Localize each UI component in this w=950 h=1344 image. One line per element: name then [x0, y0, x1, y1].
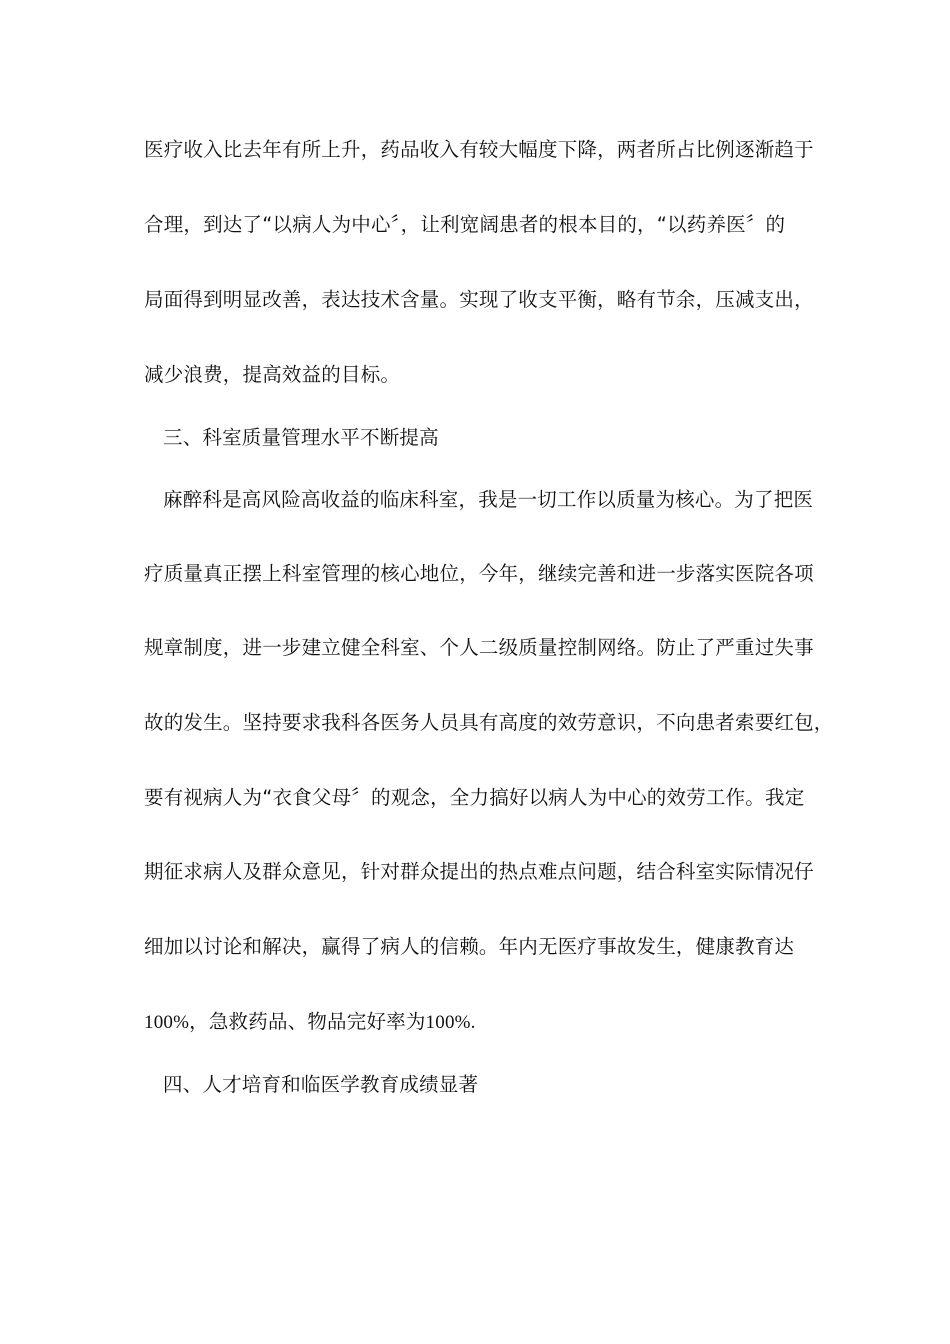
paragraph-line: 减少浪费，提高效益的目标。 — [144, 363, 401, 386]
paragraph-line: 规章制度，进一步建立健全科室、个人二级质量控制网络。防止了严重过失事 — [144, 636, 814, 659]
paragraph-line: 麻醉科是高风险高收益的临床科室，我是一切工作以质量为核心。为了把医 — [163, 488, 814, 511]
percentage-value: 100%. — [425, 1012, 476, 1033]
paragraph-line: 期征求病人及群众意见，针对群众提出的热点难点问题，结合科室实际情况仔 — [144, 860, 814, 883]
percentage-value: 100% — [144, 1012, 190, 1033]
paragraph-line: 医疗收入比去年有所上升，药品收入有较大幅度下降，两者所占比例逐渐趋于 — [144, 138, 814, 161]
paragraph-line: 故的发生。坚持要求我科各医务人员具有高度的效劳意识，不向患者索要红包， — [144, 711, 834, 734]
section-heading-four: 四、人才培育和临医学教育成绩显著 — [163, 1073, 479, 1096]
paragraph-line: 合理，到达了“以病人为中心〞，让利宽阔患者的根本目的，“以药养医〞的 — [144, 213, 786, 236]
paragraph-line: 疗质量真正摆上科室管理的核心地位，今年，继续完善和进一步落实医院各项 — [144, 562, 814, 585]
paragraph-line: 细加以讨论和解决，赢得了病人的信赖。年内无医疗事故发生，健康教育达 — [144, 935, 795, 958]
paragraph-text: ，急救药品、物品完好率为 — [189, 1010, 426, 1033]
paragraph-line: 要有视病人为“衣食父母〞的观念，全力搞好以病人为中心的效劳工作。我定 — [144, 786, 805, 809]
paragraph-line: 局面得到明显改善，表达技术含量。实现了收支平衡，略有节余，压减支出， — [144, 288, 814, 311]
paragraph-line-last — [144, 1007, 814, 1038]
section-heading-three: 三、科室质量管理水平不断提高 — [163, 426, 439, 449]
